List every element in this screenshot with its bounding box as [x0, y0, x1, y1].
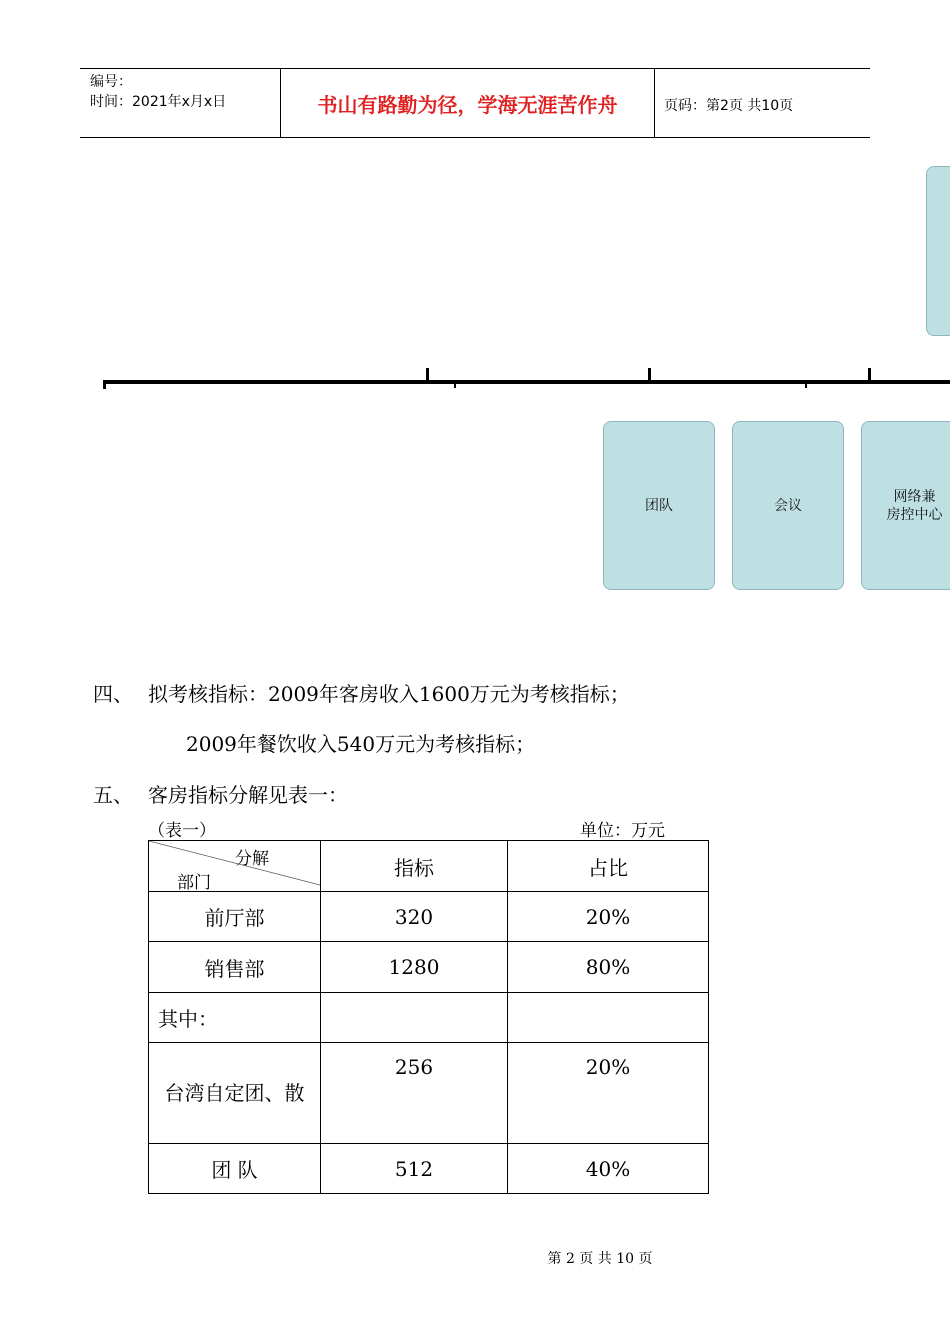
indicator-table: [148, 840, 709, 1194]
target-cell: 512: [321, 1144, 508, 1194]
table-row: [149, 892, 709, 942]
dept-cell: 团 队: [149, 1144, 321, 1194]
corner-bottom-label: 部门: [177, 873, 211, 893]
time-label: 时间：2021年x月x日: [90, 94, 227, 110]
table-row: [149, 1144, 709, 1194]
org-box-meeting: [732, 421, 844, 590]
org-tick: [868, 368, 871, 382]
dept-cell: 前厅部: [149, 892, 321, 942]
table-row: [149, 942, 709, 993]
org-connector-line: [103, 380, 950, 384]
header-motto: 书山有路勤为径，学海无涯苦作舟: [281, 69, 655, 137]
section-5-text: 客房指标分解见表一：: [148, 783, 348, 807]
section-5-number: 五、: [93, 783, 133, 807]
page-footer: [0, 1248, 950, 1268]
ratio-cell: 20%: [508, 1043, 709, 1144]
org-tick: [454, 382, 456, 388]
org-tick: [426, 368, 429, 382]
dept-cell: 销售部: [149, 942, 321, 993]
org-box-network: [861, 421, 950, 590]
org-tick: [648, 368, 651, 382]
table-row: [149, 993, 709, 1043]
section-4-number: 四、: [93, 682, 133, 706]
org-box-label: 团队: [645, 497, 673, 514]
org-box-team: [603, 421, 715, 590]
table-unit: 单位：万元: [580, 821, 665, 841]
table-corner-cell: [149, 841, 321, 892]
dept-cell: 台湾自定团、散: [149, 1043, 321, 1144]
table-row: [149, 1043, 709, 1144]
target-cell: [321, 993, 508, 1043]
column-header: 指标: [321, 841, 508, 892]
corner-top-label: 分解: [235, 849, 269, 869]
section-4-line2: 2009年餐饮收入540万元为考核指标；: [186, 732, 536, 756]
target-cell: 256: [321, 1043, 508, 1144]
ratio-cell: 40%: [508, 1144, 709, 1194]
ratio-cell: 80%: [508, 942, 709, 993]
table-header-row: [149, 841, 709, 892]
column-header: 占比: [508, 841, 709, 892]
org-tick: [805, 382, 807, 388]
org-box-label: 会议: [774, 497, 802, 514]
dept-cell: 其中：: [149, 993, 321, 1043]
ratio-cell: [508, 993, 709, 1043]
section-4-text: 拟考核指标：2009年客房收入1600万元为考核指标；: [148, 682, 630, 706]
target-cell: 1280: [321, 942, 508, 993]
ratio-cell: 20%: [508, 892, 709, 942]
org-box-label: 网络兼 房控中心: [886, 488, 943, 523]
footer-page-number: 第 2 页 共 10 页: [547, 1251, 653, 1267]
org-box-top-right: [926, 166, 950, 336]
table-caption: （表一）: [148, 821, 216, 841]
org-tick: [103, 380, 106, 389]
page-header: [80, 68, 870, 138]
header-meta: [80, 69, 281, 137]
header-page-info: 页码：第2页 共10页: [664, 98, 794, 114]
target-cell: 320: [321, 892, 508, 942]
number-label: 编号：: [90, 74, 132, 90]
